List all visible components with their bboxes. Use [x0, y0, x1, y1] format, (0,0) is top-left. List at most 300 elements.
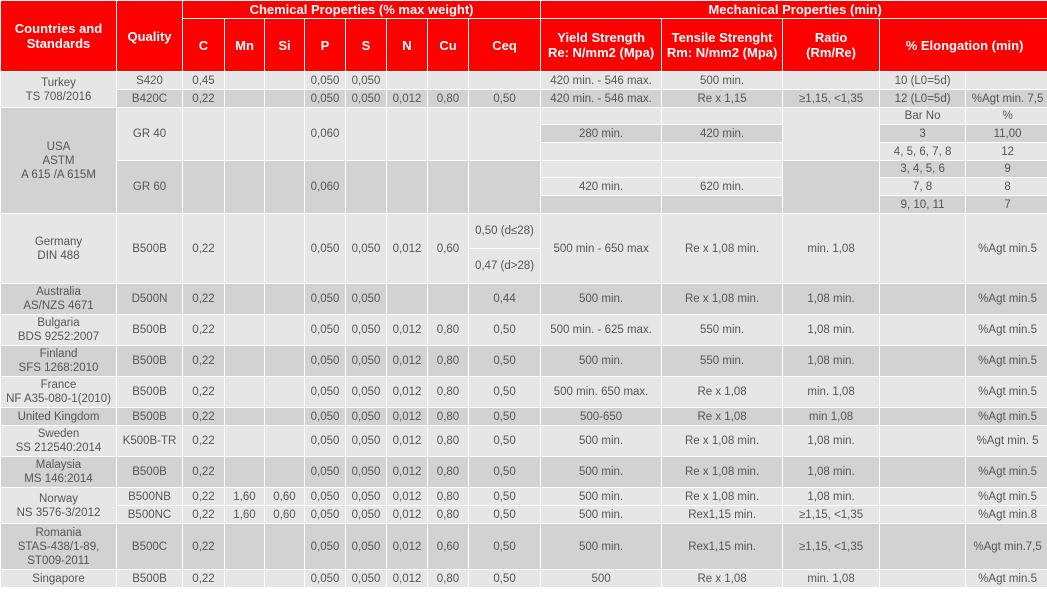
country-name: Romania [35, 526, 82, 539]
n-cell [387, 72, 427, 89]
ratio-header-line2: (Rm/Re) [806, 45, 856, 60]
elongation-cell: 8 [966, 178, 1047, 195]
mn-cell [225, 108, 264, 160]
mn-cell: 1,60 [225, 488, 264, 505]
quality-cell: B500B [117, 346, 182, 376]
standard-name: TS 708/2016 [25, 90, 92, 103]
country-name: Singapore [32, 572, 85, 585]
bar-no-cell: 3, 4, 5, 6 [880, 161, 965, 177]
si-cell [265, 90, 304, 107]
tensile-cell: Re x 1,08 min. [662, 488, 782, 505]
table-row [1, 108, 1047, 124]
standard-name: STAS-438/1-89, [17, 540, 100, 553]
quality-cell: B500B [117, 377, 182, 407]
p-cell: 0,050 [305, 457, 345, 487]
s-cell: 0,050 [346, 377, 386, 407]
standard-name: MS 146:2014 [24, 473, 93, 485]
table-row [1, 315, 1047, 345]
p-cell: 0,060 [305, 161, 345, 213]
ceq-cell [469, 161, 540, 213]
ceq-header: Ceq [469, 19, 540, 71]
yield-header-line1: Yield Strength [557, 30, 645, 45]
ceq-cell [469, 72, 540, 89]
yield-cell: 280 min. [541, 125, 661, 142]
mn-cell [225, 284, 264, 314]
yield-cell: 500 min. [541, 524, 661, 569]
tensile-cell: Re x 1,08 min. [662, 214, 782, 283]
si-cell [265, 570, 304, 587]
standard-name: SFS 1268:2010 [18, 362, 99, 374]
table-row [1, 377, 1047, 407]
quality-cell: B500C [117, 524, 182, 569]
country-name: Bulgaria [37, 317, 80, 329]
country-cell [1, 284, 116, 314]
table-row [1, 570, 1047, 587]
mn-cell [225, 570, 264, 587]
n-header: N [387, 19, 427, 71]
country-cell [1, 315, 116, 345]
ratio-cell [783, 161, 879, 213]
chemical-properties-header: Chemical Properties (% max weight) [183, 1, 540, 18]
cu-cell: 0,80 [428, 315, 468, 345]
cu-cell: 0,80 [428, 488, 468, 505]
tensile-cell: 620 min. [662, 178, 782, 195]
tensile-cell: Re x 1,08 [662, 377, 782, 407]
elongation-cell [880, 488, 965, 505]
ceq-cell: 0,50 [469, 570, 540, 587]
countries-standards-header: Countries and Standards [1, 1, 116, 71]
elongation-agt-cell [966, 72, 1047, 89]
mn-cell [225, 214, 264, 283]
p-cell: 0,050 [305, 506, 345, 523]
quality-cell: GR 40 [117, 108, 182, 160]
table-row [1, 214, 1047, 248]
elongation-agt-cell: %Agt min.5 [966, 377, 1047, 407]
quality-cell: B500NC [117, 506, 182, 523]
si-cell [265, 346, 304, 376]
ceq-cell: 0,44 [469, 284, 540, 314]
c-cell: 0,22 [183, 90, 224, 107]
table-row [1, 524, 1047, 569]
p-cell: 0,050 [305, 570, 345, 587]
table-row [1, 161, 1047, 177]
si-cell [265, 214, 304, 283]
country-cell [1, 570, 116, 587]
yield-strength-header [541, 19, 661, 71]
elongation-agt-cell: %Agt min.5 [966, 315, 1047, 345]
s-cell: 0,050 [346, 408, 386, 425]
elongation-agt-cell: %Agt min.5 [966, 214, 1047, 283]
si-cell [265, 161, 304, 213]
n-cell: 0,012 [387, 506, 427, 523]
cu-cell [428, 72, 468, 89]
country-cell [1, 457, 116, 487]
cu-cell: 0,80 [428, 377, 468, 407]
n-cell: 0,012 [387, 488, 427, 505]
yield-cell [541, 161, 661, 177]
tensile-cell: 420 min. [662, 125, 782, 142]
cu-cell: 0,60 [428, 214, 468, 283]
s-cell: 0,050 [346, 315, 386, 345]
elongation-cell [880, 570, 965, 587]
c-cell [183, 108, 224, 160]
country-cell [1, 377, 116, 407]
tensile-cell: 550 min. [662, 346, 782, 376]
mn-cell [225, 377, 264, 407]
c-cell: 0,22 [183, 488, 224, 505]
tensile-cell: Re x 1,08 [662, 408, 782, 425]
mn-cell [225, 346, 264, 376]
c-cell: 0,22 [183, 408, 224, 425]
quality-cell: S420 [117, 72, 182, 89]
country-cell [1, 408, 116, 425]
s-cell: 0,050 [346, 214, 386, 283]
elongation-cell [880, 408, 965, 425]
elongation-agt-cell: %Agt min.5 [966, 284, 1047, 314]
si-cell [265, 524, 304, 569]
c-cell: 0,22 [183, 315, 224, 345]
country-name: USA [46, 140, 71, 153]
bar-no-cell: 3 [880, 125, 965, 142]
standard-name: A 615 /A 615M [21, 168, 96, 181]
p-cell: 0,050 [305, 284, 345, 314]
table-row [1, 72, 1047, 89]
elongation-agt-cell: %Agt min.7,5 [966, 524, 1047, 569]
elongation-cell: 9 [966, 161, 1047, 177]
ratio-cell: 1,08 min. [783, 488, 879, 505]
s-cell: 0,050 [346, 488, 386, 505]
ratio-cell: min 1,08 [783, 408, 879, 425]
yield-cell: 420 min. - 546 max. [541, 90, 661, 107]
n-cell: 0,012 [387, 346, 427, 376]
country-cell [1, 72, 116, 107]
cu-cell: 0,80 [428, 457, 468, 487]
p-cell: 0,050 [305, 408, 345, 425]
ratio-cell: ≥1,15, <1,35 [783, 90, 879, 107]
elongation-agt-cell: %Agt min.5 [966, 346, 1047, 376]
ceq-cell: 0,47 (d>28) [469, 249, 540, 283]
si-cell: 0,60 [265, 506, 304, 523]
elongation-agt-cell: %Agt min.5 [966, 457, 1047, 487]
yield-cell [541, 108, 661, 124]
c-cell: 0,22 [183, 377, 224, 407]
s-cell: 0,050 [346, 506, 386, 523]
yield-cell: 500 min. [541, 488, 661, 505]
tensile-cell: Re x 1,08 min. [662, 457, 782, 487]
c-cell: 0,45 [183, 72, 224, 89]
p-cell: 0,050 [305, 214, 345, 283]
si-cell [265, 284, 304, 314]
ratio-cell: 1,08 min. [783, 315, 879, 345]
country-name: Turkey [41, 76, 76, 89]
tensile-cell [662, 161, 782, 177]
c-cell: 0,22 [183, 214, 224, 283]
ceq-cell: 0,50 [469, 488, 540, 505]
bar-no-cell: 9, 10, 11 [880, 196, 965, 213]
cu-cell: 0,80 [428, 408, 468, 425]
percent-header-cell: % [966, 108, 1047, 124]
yield-cell: 500 min. [541, 426, 661, 456]
si-cell: 0,60 [265, 488, 304, 505]
tensile-cell: Rex1,15 min. [662, 506, 782, 523]
n-cell: 0,012 [387, 426, 427, 456]
yield-cell: 500 min. [541, 284, 661, 314]
ratio-cell: 1,08 min. [783, 457, 879, 487]
c-cell: 0,22 [183, 457, 224, 487]
cu-cell [428, 108, 468, 160]
tensile-cell: 550 min. [662, 315, 782, 345]
elongation-cell [880, 214, 965, 283]
ceq-cell: 0,50 [469, 346, 540, 376]
quality-cell: B500B [117, 570, 182, 587]
n-cell: 0,012 [387, 377, 427, 407]
p-cell: 0,050 [305, 377, 345, 407]
n-cell [387, 108, 427, 160]
table-row [1, 506, 1047, 523]
ratio-cell: ≥1,15, <1,35 [783, 506, 879, 523]
tensile-cell: Re x 1,08 min. [662, 426, 782, 456]
p-cell: 0,050 [305, 90, 345, 107]
ratio-cell: min. 1,08 [783, 214, 879, 283]
n-cell: 0,012 [387, 90, 427, 107]
n-cell: 0,012 [387, 457, 427, 487]
s-cell: 0,050 [346, 570, 386, 587]
n-cell: 0,012 [387, 315, 427, 345]
yield-cell [541, 143, 661, 160]
country-name: Norway [39, 492, 78, 505]
quality-cell: B500NB [117, 488, 182, 505]
ratio-header-line1: Ratio [814, 30, 848, 45]
table-row [1, 346, 1047, 376]
mn-cell: 1,60 [225, 506, 264, 523]
quality-cell: B420C [117, 90, 182, 107]
p-cell: 0,050 [305, 524, 345, 569]
p-cell: 0,050 [305, 346, 345, 376]
mn-cell [225, 90, 264, 107]
ratio-cell [783, 72, 879, 89]
standard-name: NS 3576-3/2012 [16, 506, 101, 519]
c-cell: 0,22 [183, 284, 224, 314]
ratio-cell: 1,08 min. [783, 426, 879, 456]
quality-cell: B500B [117, 315, 182, 345]
quality-cell: B500B [117, 457, 182, 487]
country-cell [1, 426, 116, 456]
quality-header: Quality [117, 1, 182, 71]
mn-cell [225, 457, 264, 487]
cu-cell: 0,80 [428, 346, 468, 376]
mn-cell [225, 524, 264, 569]
ceq-cell: 0,50 [469, 315, 540, 345]
ceq-cell: 0,50 (d≤28) [469, 214, 540, 248]
table-row [1, 457, 1047, 487]
standard-name: ST009-2011 [27, 554, 90, 567]
ratio-header [783, 19, 879, 71]
country-name: France [40, 379, 77, 391]
cu-cell: 0,80 [428, 570, 468, 587]
tensile-header-line1: Tensile Strenght [671, 30, 773, 45]
country-name: United Kingdom [17, 410, 100, 423]
ceq-cell: 0,50 [469, 506, 540, 523]
mn-cell [225, 161, 264, 213]
ratio-cell: ≥1,15, <1,35 [783, 524, 879, 569]
c-header: C [183, 19, 224, 71]
ceq-cell: 0,50 [469, 524, 540, 569]
elongation-cell [880, 346, 965, 376]
elongation-cell: 10 (L0=5d) [880, 72, 965, 89]
yield-cell: 500 min. [541, 457, 661, 487]
s-cell: 0,050 [346, 72, 386, 89]
p-cell: 0,050 [305, 72, 345, 89]
tensile-cell: Re x 1,08 min. [662, 284, 782, 314]
quality-cell: B500B [117, 214, 182, 283]
tensile-cell: Re x 1,08 [662, 570, 782, 587]
quality-cell: K500B-TR [117, 426, 182, 456]
country-name: Malaysia [35, 459, 82, 471]
yield-cell: 500 [541, 570, 661, 587]
elongation-cell: 12 [966, 143, 1047, 160]
elongation-cell: 7 [966, 196, 1047, 213]
standard-name: SS 212540:2014 [15, 442, 102, 454]
bar-no-header-cell: Bar No [880, 108, 965, 124]
s-cell: 0,050 [346, 90, 386, 107]
yield-cell: 500 min. 650 max. [541, 377, 661, 407]
elongation-cell [880, 426, 965, 456]
country-cell [1, 108, 116, 213]
cu-header: Cu [428, 19, 468, 71]
standard-name: AS/NZS 4671 [23, 300, 94, 312]
quality-cell: GR 60 [117, 161, 182, 213]
cu-cell: 0,80 [428, 90, 468, 107]
cu-cell: 0,80 [428, 506, 468, 523]
elongation-agt-cell: %Agt min. 5 [966, 426, 1047, 456]
cu-cell [428, 284, 468, 314]
tensile-header-line2: Rm: N/mm2 (Mpa) [666, 45, 778, 60]
mn-cell [225, 315, 264, 345]
p-cell: 0,050 [305, 426, 345, 456]
s-cell [346, 161, 386, 213]
elongation-cell [880, 457, 965, 487]
n-cell: 0,012 [387, 570, 427, 587]
country-cell [1, 524, 116, 569]
elongation-cell [880, 315, 965, 345]
elongation-agt-cell: %Agt min. 7,5 [966, 90, 1047, 107]
si-cell [265, 377, 304, 407]
quality-cell: B500B [117, 408, 182, 425]
s-cell [346, 108, 386, 160]
yield-cell [541, 196, 661, 213]
mn-cell [225, 426, 264, 456]
cu-cell: 0,80 [428, 426, 468, 456]
quality-cell: D500N [117, 284, 182, 314]
yield-cell: 500 min. [541, 346, 661, 376]
mn-cell [225, 408, 264, 425]
c-cell: 0,22 [183, 346, 224, 376]
elongation-cell [880, 506, 965, 523]
si-cell [265, 426, 304, 456]
elongation-agt-cell: %Agt min.5 [966, 488, 1047, 505]
ratio-cell: min. 1,08 [783, 570, 879, 587]
yield-header-line2: Re: N/mm2 (Mpa) [547, 45, 655, 60]
tensile-cell: Rex1,15 min. [662, 524, 782, 569]
ceq-cell: 0,50 [469, 90, 540, 107]
c-cell: 0,22 [183, 506, 224, 523]
si-cell [265, 315, 304, 345]
yield-cell: 500 min. - 625 max. [541, 315, 661, 345]
c-cell: 0,22 [183, 524, 224, 569]
elongation-cell: 11,00 [966, 125, 1047, 142]
n-cell: 0,012 [387, 524, 427, 569]
table-row [1, 426, 1047, 456]
s-cell: 0,050 [346, 346, 386, 376]
table-row [1, 90, 1047, 107]
standard-name: NF A35-080-1(2010) [6, 393, 111, 405]
country-name: Finland [39, 348, 78, 360]
ratio-cell: 1,08 min. [783, 284, 879, 314]
elongation-agt-cell: %Agt min.5 [966, 570, 1047, 587]
n-cell [387, 161, 427, 213]
s-cell: 0,050 [346, 426, 386, 456]
elongation-agt-cell: %Agt min.8 [966, 506, 1047, 523]
country-name: Sweden [37, 428, 80, 440]
mn-header: Mn [225, 19, 264, 71]
elongation-agt-cell: %Agt min.5 [966, 408, 1047, 425]
ceq-cell: 0,50 [469, 426, 540, 456]
s-cell: 0,050 [346, 284, 386, 314]
s-header: S [346, 19, 386, 71]
table-row [1, 488, 1047, 505]
yield-cell: 500-650 [541, 408, 661, 425]
mn-cell [225, 72, 264, 89]
tensile-cell [662, 108, 782, 124]
ratio-cell [783, 108, 879, 160]
si-cell [265, 457, 304, 487]
si-cell [265, 108, 304, 160]
standard-name: ASTM [42, 154, 75, 167]
country-cell [1, 214, 116, 283]
standard-name: DIN 488 [37, 249, 80, 262]
ratio-cell: min. 1,08 [783, 377, 879, 407]
si-cell [265, 408, 304, 425]
tensile-cell: 500 min. [662, 72, 782, 89]
elongation-header: % Elongation (min) [880, 19, 1047, 71]
si-header: Si [265, 19, 304, 71]
ceq-cell: 0,50 [469, 408, 540, 425]
country-name: Australia [36, 286, 81, 298]
c-cell: 0,22 [183, 570, 224, 587]
cu-cell [428, 161, 468, 213]
yield-cell: 420 min. - 546 max. [541, 72, 661, 89]
table-row [1, 284, 1047, 314]
yield-cell: 500 min. [541, 506, 661, 523]
si-cell [265, 72, 304, 89]
country-name: Germany [34, 235, 83, 248]
country-cell [1, 346, 116, 376]
tensile-cell [662, 196, 782, 213]
mechanical-properties-header: Mechanical Properties (min) [541, 1, 1047, 18]
elongation-cell: 12 (L0=5d) [880, 90, 965, 107]
tensile-strength-header [662, 19, 782, 71]
country-cell [1, 488, 116, 523]
elongation-cell [880, 524, 965, 569]
p-cell: 0,060 [305, 108, 345, 160]
bar-no-cell: 7, 8 [880, 178, 965, 195]
ratio-cell: 1,08 min. [783, 346, 879, 376]
p-header: P [305, 19, 345, 71]
elongation-cell [880, 377, 965, 407]
ceq-cell: 0,50 [469, 457, 540, 487]
s-cell: 0,050 [346, 524, 386, 569]
p-cell: 0,050 [305, 315, 345, 345]
